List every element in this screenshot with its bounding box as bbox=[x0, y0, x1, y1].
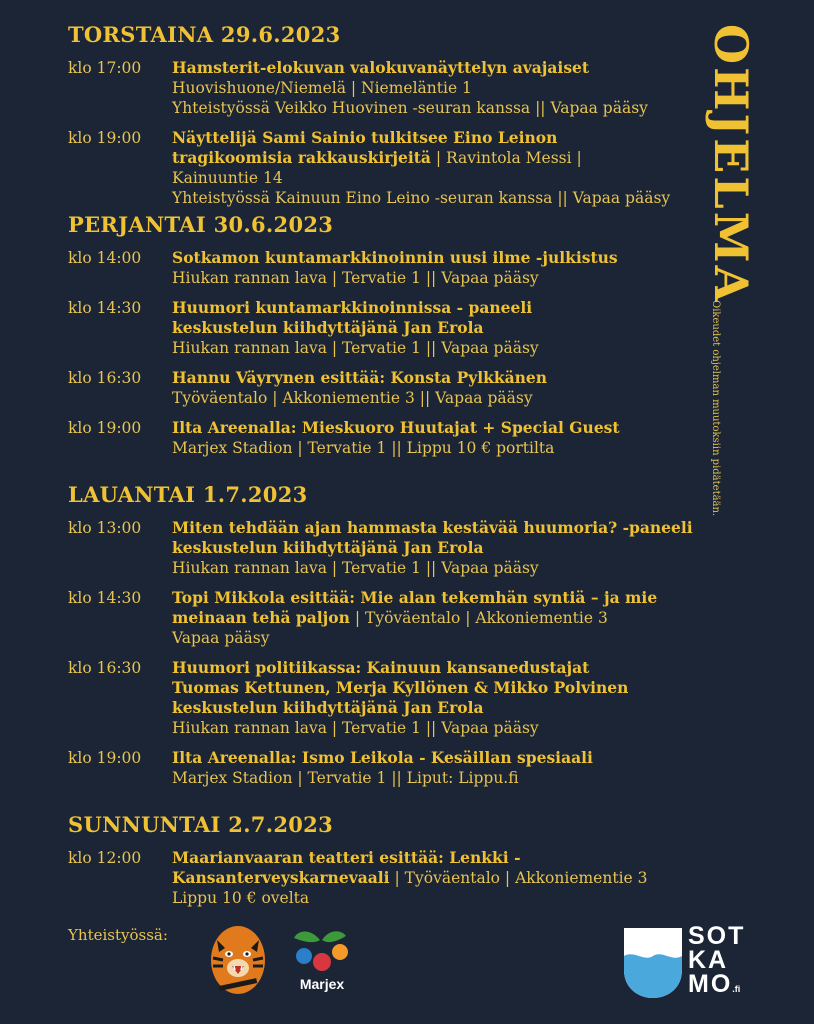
event-info: Hiukan rannan lava | Tervatie 1 || Vapaa pääsy bbox=[172, 339, 539, 357]
sotkamo-line: KA bbox=[688, 946, 729, 974]
event-item bbox=[68, 58, 718, 118]
event-time: klo 16:30 bbox=[68, 369, 142, 387]
sotkamo-shield-icon bbox=[622, 926, 684, 1000]
event-title: Maarianvaaran teatteri esittää: Lenkki - Kansanterveyskarnevaali bbox=[172, 848, 521, 887]
event-title: Hannu Väyrynen esittää: Konsta Pylkkänen bbox=[172, 368, 548, 387]
event-venue: | Ravintola Messi | Kainuuntie 14 bbox=[172, 149, 582, 187]
event-item bbox=[68, 368, 688, 408]
event-time: klo 19:00 bbox=[68, 749, 142, 767]
event-info: Yhteistyössä Veikko Huovinen -seuran kanssa || Vapaa pääsy bbox=[172, 99, 648, 117]
day-title: TORSTAINA 29.6.2023 bbox=[68, 22, 341, 47]
event-title: Topi Mikkola esittää: Mie alan tekemhän syntiä – ja mie meinaan tehä paljon bbox=[172, 588, 658, 627]
event-info: Huovishuone/Niemelä | Niemeläntie 1 bbox=[172, 79, 472, 97]
event-item bbox=[68, 248, 688, 288]
day-section-saturday bbox=[68, 482, 700, 798]
event-item bbox=[68, 298, 632, 358]
tiger-mascot-logo bbox=[205, 922, 271, 998]
event-item bbox=[68, 658, 642, 738]
event-time: klo 14:30 bbox=[68, 299, 142, 317]
sotkamo-line: MO bbox=[688, 970, 733, 998]
sotkamo-suffix: .fi bbox=[732, 984, 741, 994]
day-section-sunday bbox=[68, 812, 688, 918]
event-venue: | Työväentalo | Akkoniementie 3 bbox=[354, 609, 608, 627]
event-item bbox=[68, 588, 672, 648]
marjex-logo bbox=[290, 924, 354, 996]
event-info: Hiukan rannan lava | Tervatie 1 || Vapaa pääsy bbox=[172, 559, 539, 577]
event-title: Huumori politiikassa: Kainuun kansanedustajat Tuomas Kettunen, Merja Kyllönen & Mikko Polvinen keskustelun kiihdyttäjänä Jan Erola bbox=[172, 658, 629, 717]
event-title: Hamsterit-elokuvan valokuvanäyttelyn avajaiset bbox=[172, 58, 590, 77]
sotkamo-line: SOT bbox=[688, 922, 746, 950]
day-title: PERJANTAI 30.6.2023 bbox=[68, 212, 334, 237]
event-time: klo 13:00 bbox=[68, 519, 142, 537]
event-time: klo 14:30 bbox=[68, 589, 142, 607]
event-info: Yhteistyössä Kainuun Eino Leino -seuran kanssa || Vapaa pääsy bbox=[172, 189, 671, 207]
day-title: SUNNUNTAI 2.7.2023 bbox=[68, 812, 333, 837]
day-title: LAUANTAI 1.7.2023 bbox=[68, 482, 308, 507]
disclaimer-note: Oikeudet ohjelman muutoksiin pidätetään. bbox=[710, 300, 721, 517]
event-item bbox=[68, 748, 700, 788]
day-section-friday bbox=[68, 212, 688, 468]
sotkamo-wordmark bbox=[688, 924, 745, 1001]
event-info: Marjex Stadion | Tervatie 1 || Liput: Lippu.fi bbox=[172, 769, 519, 787]
event-title: Sotkamon kuntamarkkinoinnin uusi ilme -julkistus bbox=[172, 248, 618, 267]
event-title: Näyttelijä Sami Sainio tulkitsee Eino Leinon tragikoomisia rakkauskirjeitä bbox=[172, 128, 558, 167]
marjex-wordmark: Marjex bbox=[299, 976, 345, 992]
day-section-thursday bbox=[68, 22, 718, 218]
event-info: Marjex Stadion | Tervatie 1 || Lippu 10 € portilta bbox=[172, 439, 555, 457]
event-info: Lippu 10 € ovelta bbox=[172, 889, 310, 907]
tiger-icon bbox=[205, 922, 271, 998]
partners-label: Yhteistyössä: bbox=[68, 926, 168, 944]
event-info: Työväentalo | Akkoniementie 3 || Vapaa pääsy bbox=[172, 389, 533, 407]
event-venue: | Työväentalo | Akkoniementie 3 bbox=[394, 869, 648, 887]
berries-icon bbox=[290, 924, 354, 976]
event-title: Huumori kuntamarkkinoinnissa - paneeli keskustelun kiihdyttäjänä Jan Erola bbox=[172, 298, 533, 337]
event-title: Miten tehdään ajan hammasta kestävää huumoria? -paneeli keskustelun kiihdyttäjänä Jan Erola bbox=[172, 518, 693, 557]
event-info: Vapaa pääsy bbox=[172, 629, 270, 647]
event-title: Ilta Areenalla: Ismo Leikola - Kesäillan spesiaali bbox=[172, 748, 593, 767]
event-info: Hiukan rannan lava | Tervatie 1 || Vapaa pääsy bbox=[172, 269, 539, 287]
page-title: OHJELMA bbox=[704, 24, 758, 305]
event-time: klo 14:00 bbox=[68, 249, 142, 267]
event-item bbox=[68, 128, 671, 208]
event-time: klo 12:00 bbox=[68, 849, 142, 867]
event-info: Hiukan rannan lava | Tervatie 1 || Vapaa pääsy bbox=[172, 719, 539, 737]
event-title: Ilta Areenalla: Mieskuoro Huutajat + Special Guest bbox=[172, 418, 620, 437]
event-time: klo 17:00 bbox=[68, 59, 142, 77]
event-time: klo 19:00 bbox=[68, 419, 142, 437]
event-time: klo 19:00 bbox=[68, 129, 142, 147]
event-item bbox=[68, 848, 692, 908]
sotkamo-logo bbox=[622, 924, 762, 1000]
event-item bbox=[68, 418, 688, 458]
event-item bbox=[68, 518, 700, 578]
event-time: klo 16:30 bbox=[68, 659, 142, 677]
